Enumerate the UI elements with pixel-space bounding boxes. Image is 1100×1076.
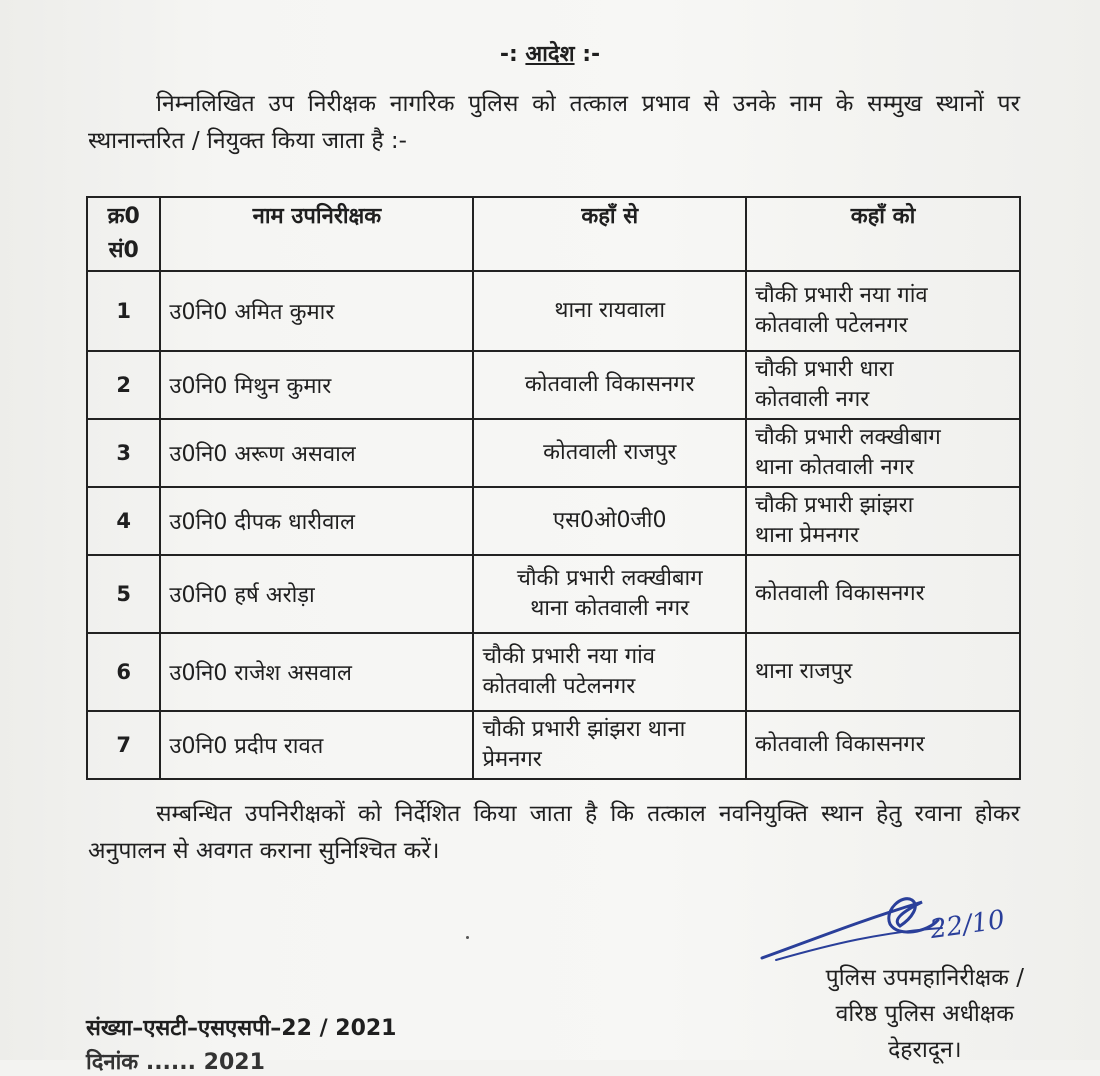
row-from	[473, 555, 746, 633]
row-officer-name: उ0नि0 प्रदीप रावत	[160, 711, 473, 779]
row-from-line: एस0ओ0जी0	[552, 508, 667, 533]
row-serial: 7	[87, 711, 160, 779]
row-to	[746, 555, 1020, 633]
table-row	[87, 271, 1020, 351]
row-serial: 2	[87, 351, 160, 419]
order-heading-prefix: -:	[499, 42, 518, 67]
row-to-line: चौकी प्रभारी लक्खीबाग	[755, 425, 941, 450]
order-heading	[0, 38, 1100, 68]
table-row	[87, 633, 1020, 711]
row-to-line: कोतवाली विकासनगर	[755, 581, 925, 606]
header-name: नाम उपनिरीक्षक	[160, 197, 473, 271]
order-heading-suffix: :-	[582, 42, 601, 67]
designation-line-2: वरिष्ठ पुलिस अधीक्षक	[835, 1001, 1014, 1027]
row-from	[473, 711, 746, 779]
row-from	[473, 271, 746, 351]
designation-line-3: देहरादून।	[888, 1037, 962, 1063]
row-from-line: कोतवाली पटेलनगर	[482, 674, 636, 699]
row-officer-name: उ0नि0 मिथुन कुमार	[160, 351, 473, 419]
closing-paragraph: सम्बन्धित उपनिरीक्षकों को निर्देशित किया जाता है कि तत्काल नवनियुक्ति स्थान हेतु रवाना होकर अनुपालन से अवगत कराना सुनिश्चित करें।	[88, 801, 1020, 864]
row-serial: 1	[87, 271, 160, 351]
table-row	[87, 351, 1020, 419]
row-serial: 4	[87, 487, 160, 555]
table-row	[87, 711, 1020, 779]
row-officer-name: उ0नि0 अमित कुमार	[160, 271, 473, 351]
row-to	[746, 487, 1020, 555]
speck	[466, 936, 469, 939]
header-serial-line-1: क्र0	[107, 204, 140, 229]
header-to: कहाँ को	[746, 197, 1020, 271]
row-officer-name: उ0नि0 अरूण असवाल	[160, 419, 473, 487]
table-row	[87, 419, 1020, 487]
table-row	[87, 487, 1020, 555]
row-from-line: चौकी प्रभारी झांझरा थाना	[482, 717, 686, 742]
row-from-line: थाना कोतवाली नगर	[530, 596, 690, 621]
transfer-table	[86, 196, 1021, 780]
row-serial: 5	[87, 555, 160, 633]
reference-date: दिनांक ...... 2021	[86, 1050, 265, 1075]
row-from	[473, 419, 746, 487]
row-to-line: कोतवाली पटेलनगर	[755, 313, 908, 338]
designation-block	[826, 960, 1024, 1068]
row-officer-name: उ0नि0 दीपक धारीवाल	[160, 487, 473, 555]
header-serial-line-2: सं0	[108, 238, 139, 263]
signature-date: 22/10	[928, 904, 1007, 946]
reference-number: संख्या–एसटी–एसएसपी–22 / 2021	[86, 1016, 397, 1041]
row-to	[746, 419, 1020, 487]
row-to-line: चौकी प्रभारी नया गांव	[755, 283, 928, 308]
row-to-line: चौकी प्रभारी झांझरा	[755, 493, 914, 518]
row-from	[473, 633, 746, 711]
row-to	[746, 633, 1020, 711]
header-serial	[87, 197, 160, 271]
table-row	[87, 555, 1020, 633]
row-to	[746, 271, 1020, 351]
row-officer-name: उ0नि0 हर्ष अरोड़ा	[160, 555, 473, 633]
row-serial: 6	[87, 633, 160, 711]
row-to-line: थाना प्रेमनगर	[755, 523, 859, 548]
row-from	[473, 487, 746, 555]
row-to	[746, 351, 1020, 419]
row-from-line: कोतवाली विकासनगर	[524, 372, 695, 397]
row-from-line: कोतवाली राजपुर	[543, 440, 677, 465]
header-from: कहाँ से	[473, 197, 746, 271]
row-to	[746, 711, 1020, 779]
intro-paragraph: निम्नलिखित उप निरीक्षक नागरिक पुलिस को तत्काल प्रभाव से उनके नाम के सम्मुख स्थानों पर स्थानान्तरित / नियुक्त किया जाता है :-	[88, 91, 1020, 154]
designation-line-1: पुलिस उपमहानिरीक्षक /	[825, 965, 1024, 991]
row-from-line: थाना रायवाला	[554, 298, 666, 323]
row-from-line: चौकी प्रभारी लक्खीबाग	[516, 566, 703, 591]
row-to-line: थाना राजपुर	[755, 659, 853, 684]
row-to-line: चौकी प्रभारी धारा	[755, 357, 894, 382]
row-from-line: चौकी प्रभारी नया गांव	[482, 644, 656, 669]
row-to-line: कोतवाली विकासनगर	[755, 732, 925, 757]
row-to-line: थाना कोतवाली नगर	[755, 455, 914, 480]
row-from	[473, 351, 746, 419]
row-officer-name: उ0नि0 राजेश असवाल	[160, 633, 473, 711]
row-from-line: प्रेमनगर	[482, 747, 542, 772]
table-header-row	[87, 197, 1020, 271]
row-to-line: कोतवाली नगर	[755, 387, 870, 412]
row-serial: 3	[87, 419, 160, 487]
order-heading-title: आदेश	[525, 42, 575, 67]
